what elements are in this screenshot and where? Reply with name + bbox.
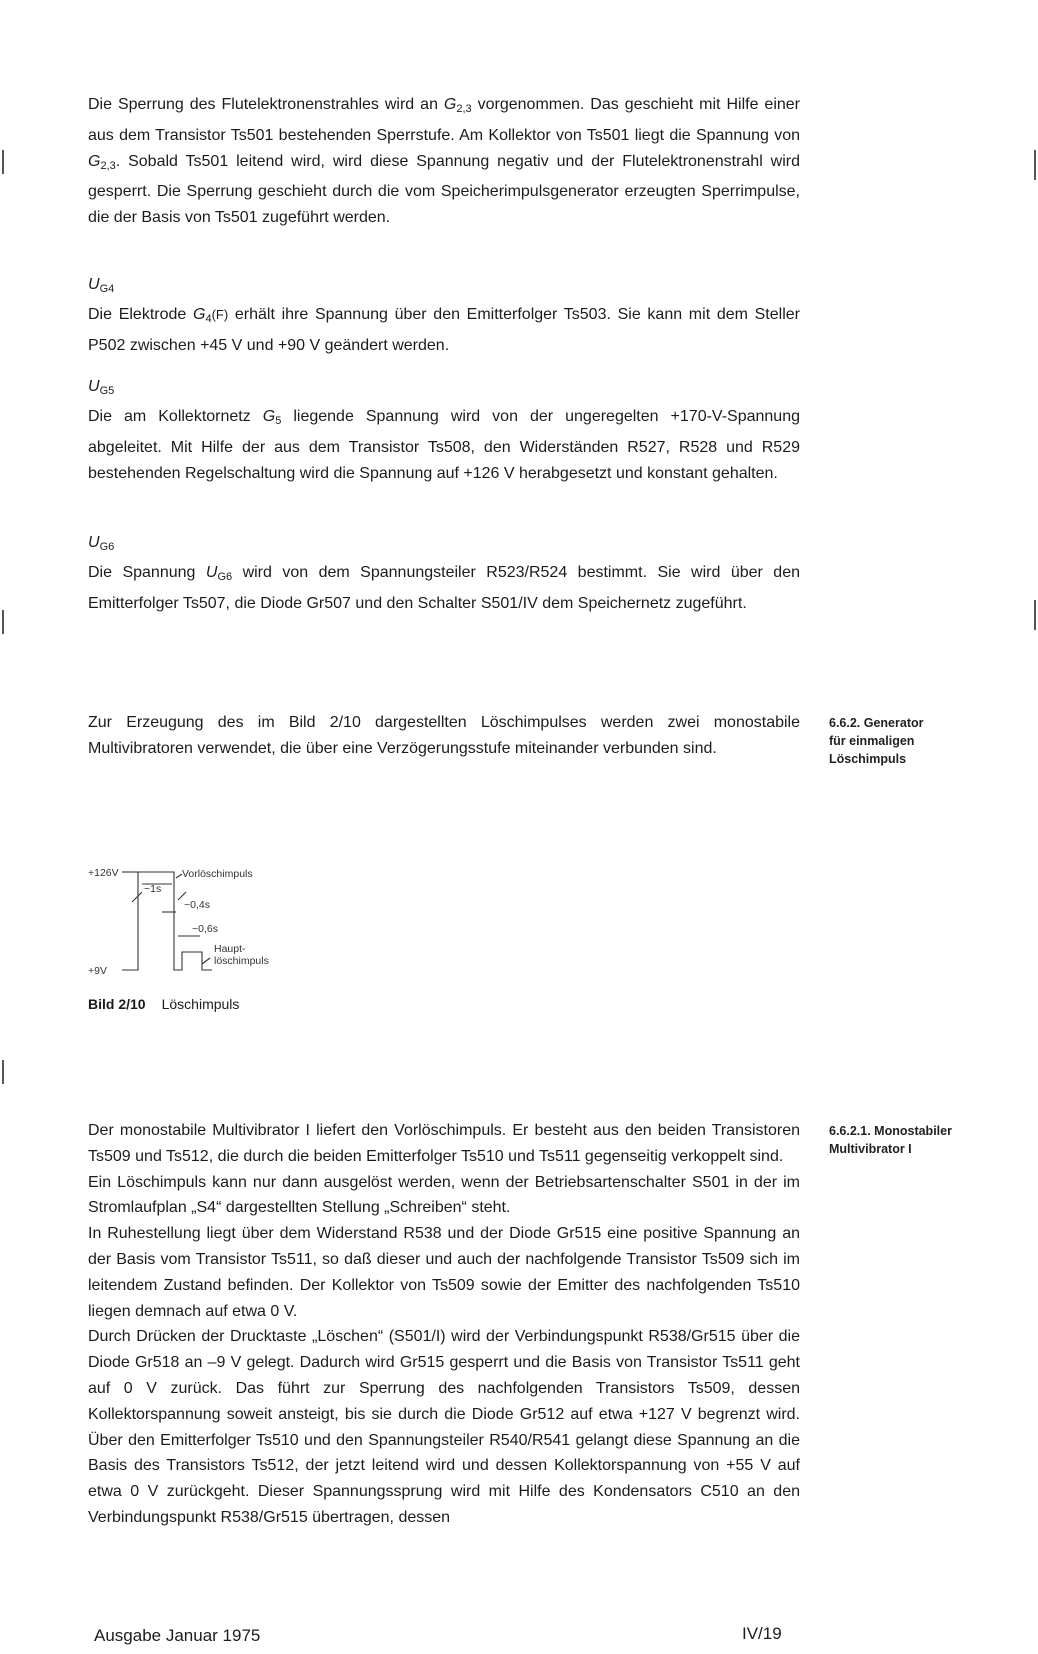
symbol-ug6: $U_{G6}$ xyxy=(205,564,233,583)
section-ug5 xyxy=(88,374,800,486)
label-1s: ~1s xyxy=(144,883,162,895)
label-loeschimpuls: löschimpuls xyxy=(214,955,269,967)
heading-ug5: $U_{G5}$ xyxy=(88,378,115,397)
paragraph-sperrung-text: Die Sperrung des Flutelektronenstrahles wird an $G_{2,3}$ vorgenommen. Das geschieht mit Hilfe einer aus dem Transistor Ts501 bestehenden Sperrstufe. Am Kollektor von Ts501 liegt die Spannung von $G_{2,3}$. Sobald Ts501 leitend wird, wird diese Spannung negativ und der Flutelektronenstrahl wird gesperrt. Die Sperrung geschieht durch die vom Speicherimpulsgenerator erzeugten Sperrimpulse, die der Basis von Ts501 zugeführt werden. xyxy=(88,96,801,227)
scan-edge-mark xyxy=(2,610,4,634)
label-vorloeschimpuls: Vorlöschimpuls xyxy=(182,868,253,880)
side-heading-generator: 6.6.2. Generator für einmaligen Löschimpuls xyxy=(829,716,924,766)
loeschimpuls-diagram xyxy=(86,862,326,978)
label-126v: +126V xyxy=(88,867,119,879)
heading-ug4: $U_{G4}$ xyxy=(88,276,115,295)
paragraph-ug6: Die Spannung $U_{G6}$ wird von dem Spannungsteiler R523/R524 bestimmt. Sie wird über den Emitterfolger Ts507, die Diode Gr507 und den Schalter S501/IV dem Speichernetz zugeführt. xyxy=(88,564,800,612)
footer-edition: Ausgabe Januar 1975 xyxy=(94,1626,261,1645)
section-multivibrator xyxy=(88,1118,800,1531)
label-06s: ~0,6s xyxy=(192,923,218,935)
paragraph-multivibrator-2: Ein Löschimpuls kann nur dann ausgelöst werden, wenn der Betriebsartenschalter S501 in der im Stromlaufplan „S4“ dargestellten Stellung „Schreiben“ steht. xyxy=(88,1173,800,1217)
paragraph-multivibrator-3: In Ruhestellung liegt über dem Widerstand R538 und der Diode Gr515 eine positive Spannung an der Basis vom Transistor Ts511, so daß dieser und auch der nachfolgende Transistor Ts509 sich im leitendem Zustand befinden. Der Kollektor von Ts509 sowie der Emitter des nachfolgenden Ts510 liegen demnach auf etwa 0 V. xyxy=(88,1225,800,1320)
paragraph-sperrung xyxy=(88,92,800,231)
symbol-g23-second: $G_{2,3}$ xyxy=(88,152,116,172)
label-9v: +9V xyxy=(88,965,107,977)
symbol-g5: $G_5$ xyxy=(262,408,282,427)
symbol-g23: $G_{2,3}$ xyxy=(443,96,472,115)
scan-edge-mark xyxy=(2,1060,4,1084)
section-ug6 xyxy=(88,530,800,617)
paragraph-ug4: Die Elektrode $G_4(F)$ erhält ihre Spannung über den Emitterfolger Ts503. Sie kann mit dem Steller P502 zwischen +45 V und +90 V geändert werden. xyxy=(88,306,800,354)
figure-number: Bild 2/10 xyxy=(88,996,146,1012)
scan-edge-mark xyxy=(1034,150,1036,180)
scan-edge-mark xyxy=(2,150,4,174)
label-04s: ~0,4s xyxy=(184,899,210,911)
paragraph-multivibrator-4: Durch Drücken der Drucktaste „Löschen“ (S501/I) wird der Verbindungspunkt R538/Gr515 über die Diode Gr518 an –9 V gelegt. Dadurch wird Gr515 gesperrt und die Basis von Transistor Ts511 geht auf 0 V zurück. Das führt zur Sperrung des nachfolgenden Transistors Ts509, dessen Kollektorspannung soweit ansteigt, bis sie durch die Diode Gr512 auf etwa +127 V begrenzt wird. Über den Emitterfolger Ts510 und den Spannungsteiler R540/R541 gelangt diese Spannung an die Basis des Transistors Ts512, der jetzt leitend wird und dessen Kollektorspannung von +55 V auf etwa 0 V zurückgeht. Dieser Spannungssprung wird mit Hilfe des Kondensators C510 an den Verbindungspunkt R538/Gr515 übertragen, dessen xyxy=(88,1328,800,1526)
label-haupt: Haupt- xyxy=(214,943,246,955)
paragraph-multivibrator-1: Der monostabile Multivibrator I liefert den Vorlöschimpuls. Er besteht aus den beiden Transistoren Ts509 und Ts512, die durch die beiden Emitterfolger Ts510 und Ts511 gegenseitig verkoppelt sind. xyxy=(88,1122,800,1165)
figure-caption xyxy=(88,996,239,1012)
pulse-waveform xyxy=(122,872,212,970)
paragraph-generator: Zur Erzeugung des im Bild 2/10 dargestellten Löschimpulses werden zwei monostabile Multivibratoren verwendet, die über eine Verzögerungsstufe miteinander verbunden sind. xyxy=(88,714,800,757)
figure-title: Löschimpuls xyxy=(161,996,240,1012)
heading-ug6: $U_{G6}$ xyxy=(88,534,115,553)
side-heading-multivibrator: 6.6.2.1. Monostabiler Multivibrator I xyxy=(829,1124,952,1156)
scan-edge-mark xyxy=(1034,600,1036,630)
section-ug4 xyxy=(88,272,800,359)
symbol-g4: $G_4(F)$ xyxy=(192,306,229,325)
paragraph-ug5: Die am Kollektornetz $G_5$ liegende Spannung wird von der ungeregelten +170-V-Spannung abgeleitet. Mit Hilfe der aus dem Transistor Ts508, den Widerständen R527, R528 und R529 bestehenden Regelschaltung wird die Spannung auf +126 V herabgesetzt und konstant gehalten. xyxy=(88,408,800,482)
footer-page-number: IV/19 xyxy=(742,1624,782,1643)
